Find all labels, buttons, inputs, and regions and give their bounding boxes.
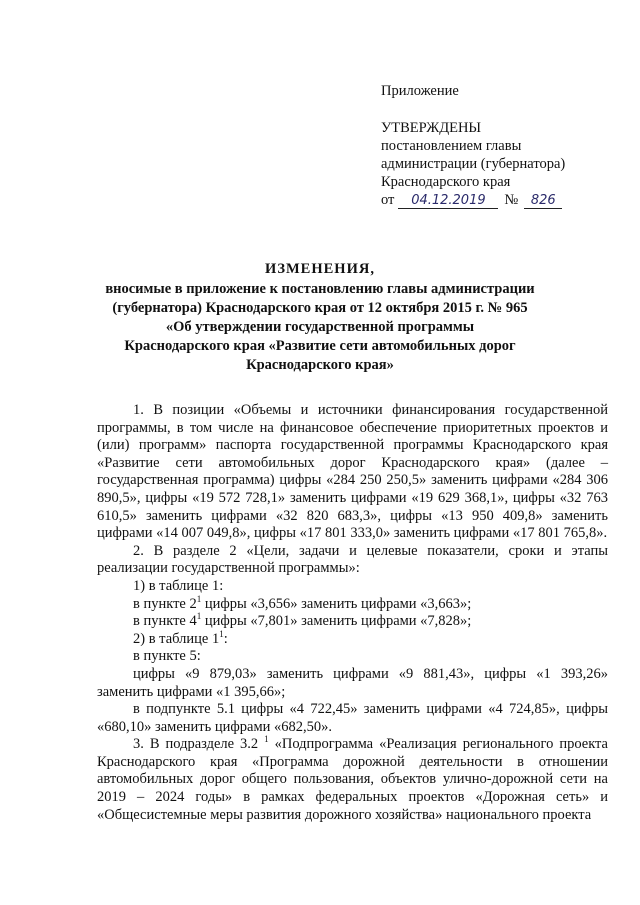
approval-block — [381, 82, 621, 209]
document-heading — [80, 260, 560, 375]
p5-sup: 1 — [196, 611, 202, 622]
paragraph-7: в пункте 5: — [133, 648, 201, 665]
from-label: от — [381, 192, 395, 208]
paragraph-4 — [97, 593, 608, 614]
approval-date-line — [381, 191, 621, 209]
document-body — [97, 402, 608, 824]
heading-line-5: Краснодарского края» — [246, 357, 394, 373]
paragraph-5 — [97, 613, 608, 631]
heading-line-3: «Об утверждении государственной программы — [165, 319, 475, 335]
p4-text-a: в пункте 2 — [133, 595, 197, 612]
paragraph-1: 1. В позиции «Объемы и источники финансирования государственной программы, в том числе на финансовое обеспечение приоритетных проектов и (или) программ» паспорта государственной программы Краснодарского края «Развитие сети автомобильных дорог Краснодарского края» (далее – государственная программа) цифры «284 250 250,5» заменить цифрами «284 306 890,5», цифры «19 572 728,1» заменить цифрами «19 629 368,1», цифры «32 763 610,5» заменить цифрами «32 820 683,3», цифры «13 950 409,8» заменить цифрами «14 007 049,8», цифры «17 801 333,0» заменить цифрами «17 801 765,8». — [97, 402, 608, 542]
p6-text-b: : — [223, 630, 228, 647]
appendix-label: Приложение — [381, 83, 459, 99]
heading-line-1: вносимые в приложение к постановлению главы администрации — [105, 281, 535, 297]
heading-line-2: (губернатора) Краснодарского края от 12 октября 2015 г. № 965 — [112, 300, 528, 316]
p10-text-a: 3. В подразделе 3.2 — [133, 736, 265, 753]
p4-text-b: цифры «3,656» заменить цифрами «3,663»; — [201, 595, 472, 612]
heading-line-4: Краснодарского края «Развитие сети автомобильных дорог — [124, 338, 516, 354]
p5-text-b: цифры «7,801» заменить цифрами «7,828»; — [201, 613, 472, 630]
heading-title: ИЗМЕНЕНИЯ, — [265, 261, 375, 277]
p6-text-a: 2) в таблице 1 — [133, 630, 220, 647]
approval-line-2: администрации (губернатора) — [381, 156, 566, 172]
p5-text-a: в пункте 4 — [133, 613, 197, 630]
p10-sup: 1 — [264, 734, 269, 745]
paragraph-9: в подпункте 5.1 цифры «4 722,45» заменить цифрами «4 724,85», цифры «680,10» заменить цифрами «682,50». — [97, 701, 608, 735]
paragraph-6 — [97, 628, 608, 649]
p10-text-b: «Подпрограмма «Реализация регионального проекта Краснодарского края «Программа дорожной деятельности в отношении автомобильных дорог общего пользования, объектов улично-дорожной сети на 2019 – 2024 годы» в рамках федеральных проектов «Дорожная сеть» и «Общесистемные меры развития дорожного хозяйства» национального проекта — [97, 736, 608, 823]
paragraph-10 — [97, 736, 608, 824]
p6-sup: 1 — [219, 628, 224, 639]
approval-date: 04.12.2019 — [398, 193, 498, 209]
paragraph-2: 2. В разделе 2 «Цели, задачи и целевые показатели, сроки и этапы реализации государственной программы»: — [97, 542, 608, 577]
approval-line-3: Краснодарского края — [381, 174, 511, 190]
p4-sup: 1 — [196, 593, 202, 604]
approval-line-1: постановлением главы — [381, 138, 522, 154]
paragraph-8: цифры «9 879,03» заменить цифрами «9 881,43», цифры «1 393,26» заменить цифрами «1 395,66»; — [97, 665, 608, 700]
paragraph-3: 1) в таблице 1: — [133, 577, 224, 594]
approval-number: 826 — [524, 193, 562, 209]
approved-label: УТВЕРЖДЕНЫ — [381, 120, 482, 136]
number-sign: № — [504, 192, 519, 208]
